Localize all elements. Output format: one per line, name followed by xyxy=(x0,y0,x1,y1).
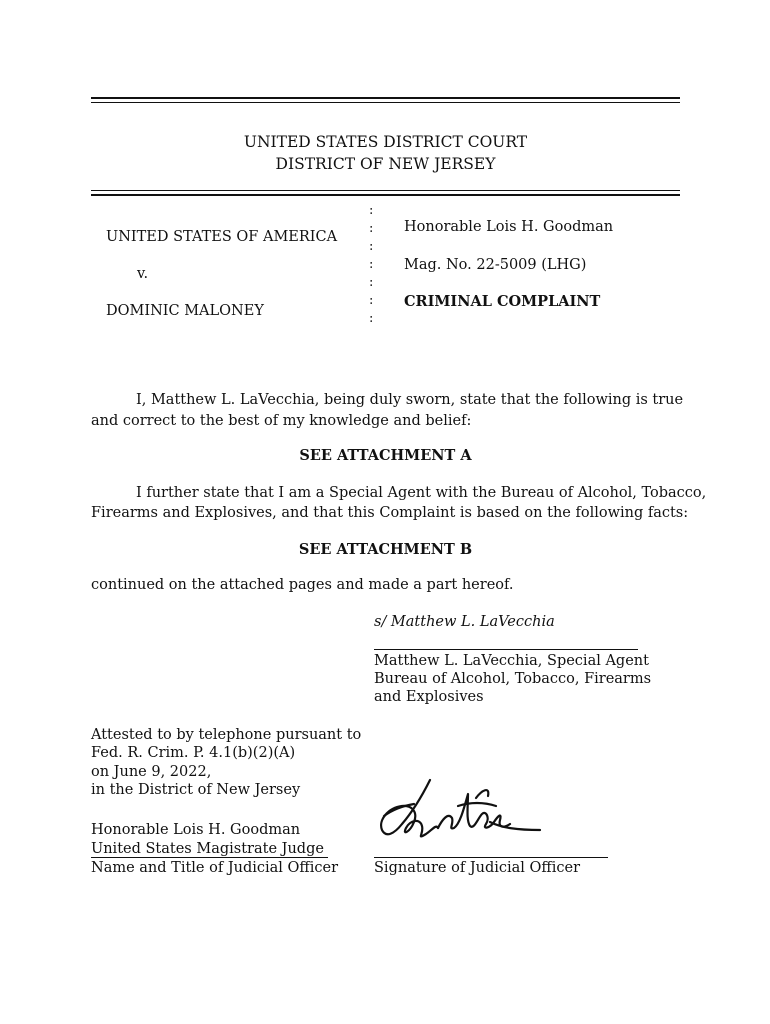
attestation-line4: in the District of New Jersey xyxy=(91,782,301,798)
attachment-a-heading: SEE ATTACHMENT A xyxy=(299,447,472,464)
caption-separator: : xyxy=(369,221,374,236)
caption-separator: : xyxy=(369,293,374,308)
court-district: DISTRICT OF NEW JERSEY xyxy=(275,155,496,173)
attestation-line2: Fed. R. Crim. P. 4.1(b)(2)(A) xyxy=(91,745,296,761)
top-rule-thin xyxy=(91,102,680,103)
attestation-line1: Attested to by telephone pursuant to xyxy=(91,727,362,743)
caption-separator: : xyxy=(369,311,374,326)
document-type: CRIMINAL COMPLAINT xyxy=(404,293,601,310)
court-name: UNITED STATES DISTRICT COURT xyxy=(243,133,528,151)
top-rule-thick xyxy=(91,97,680,99)
affiant-agency: Bureau of Alcohol, Tobacco, Firearms xyxy=(374,671,652,687)
name-title-line xyxy=(91,857,328,858)
case-number: Mag. No. 22-5009 (LHG) xyxy=(404,257,587,273)
caption-separator: : xyxy=(369,239,374,254)
caption-separator: : xyxy=(369,257,374,272)
versus-label: v. xyxy=(137,266,149,282)
facts-paragraph-line2: Firearms and Explosives, and that this Complaint is based on the following facts: xyxy=(91,505,689,521)
caption-separator: : xyxy=(369,203,374,218)
continued-line: continued on the attached pages and made a part hereof. xyxy=(91,577,514,593)
attestation-line3: on June 9, 2022, xyxy=(91,764,212,780)
judicial-officer-name: Honorable Lois H. Goodman xyxy=(91,822,301,838)
judicial-signature-line xyxy=(374,857,608,858)
judge-name: Honorable Lois H. Goodman xyxy=(404,219,614,235)
attachment-b-heading: SEE ATTACHMENT B xyxy=(298,541,473,558)
judicial-officer-title: United States Magistrate Judge xyxy=(91,841,324,857)
judicial-signature-label: Signature of Judicial Officer xyxy=(374,860,581,876)
caption-rule-thin xyxy=(91,190,680,191)
facts-paragraph-line1: I further state that I am a Special Agent with the Bureau of Alcohol, Tobacco, xyxy=(136,485,707,501)
affidavit-paragraph-line2: and correct to the best of my knowledge and belief: xyxy=(91,413,472,429)
affiant-name-title: Matthew L. LaVecchia, Special Agent xyxy=(374,653,649,669)
affiant-signature-line xyxy=(374,649,638,650)
name-title-label: Name and Title of Judicial Officer xyxy=(91,860,338,876)
affiant-signature: s/ Matthew L. LaVecchia xyxy=(374,614,555,630)
judge-signature xyxy=(372,772,552,852)
caption-rule-thick xyxy=(91,194,680,196)
caption-separator: : xyxy=(369,275,374,290)
affidavit-paragraph-line1: I, Matthew L. LaVecchia, being duly sworn, state that the following is true xyxy=(136,392,684,408)
affiant-agency-cont: and Explosives xyxy=(374,689,484,705)
defendant-name: DOMINIC MALONEY xyxy=(106,303,264,319)
plaintiff-name: UNITED STATES OF AMERICA xyxy=(106,229,338,245)
